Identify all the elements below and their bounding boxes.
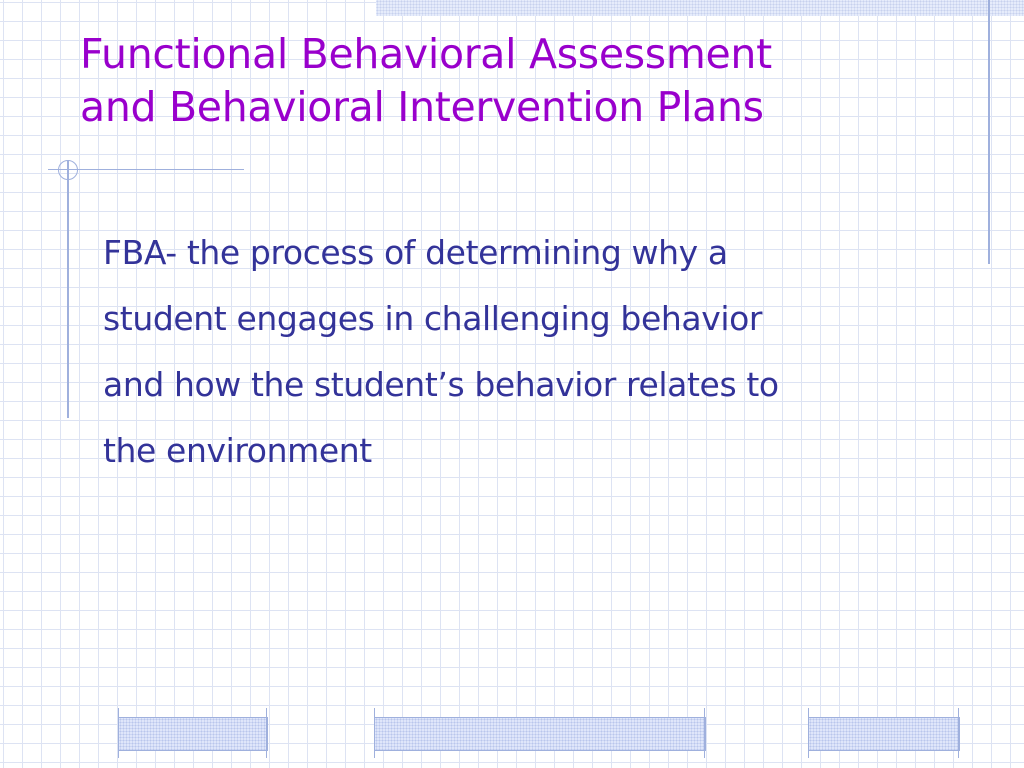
bottom-box-right — [808, 717, 960, 751]
left-vertical-line — [67, 160, 69, 418]
slide-title-line-1: Functional Behavioral Assessment — [80, 30, 772, 78]
bottom-box-right-tick-a — [808, 708, 809, 758]
body-line-3: and how the student’s behavior relates to — [103, 365, 779, 404]
bottom-box-center-tick-a — [374, 708, 375, 758]
right-vertical-line — [988, 0, 990, 264]
slide-title — [80, 28, 980, 134]
slide-title-line-2: and Behavioral Intervention Plans — [80, 83, 764, 131]
corner-circle-icon — [58, 160, 78, 180]
bottom-box-left-tick-a — [118, 708, 119, 758]
body-line-1: FBA- the process of determining why a — [103, 233, 728, 272]
bottom-box-center — [374, 717, 706, 751]
bottom-box-center-tick-b — [704, 708, 705, 758]
bottom-box-left-tick-b — [266, 708, 267, 758]
slide-body — [103, 220, 973, 484]
bottom-box-right-tick-b — [958, 708, 959, 758]
body-line-4: the environment — [103, 431, 372, 470]
top-decorative-band — [376, 0, 1024, 16]
body-line-2: student engages in challenging behavior — [103, 299, 763, 338]
bottom-box-left — [118, 717, 268, 751]
